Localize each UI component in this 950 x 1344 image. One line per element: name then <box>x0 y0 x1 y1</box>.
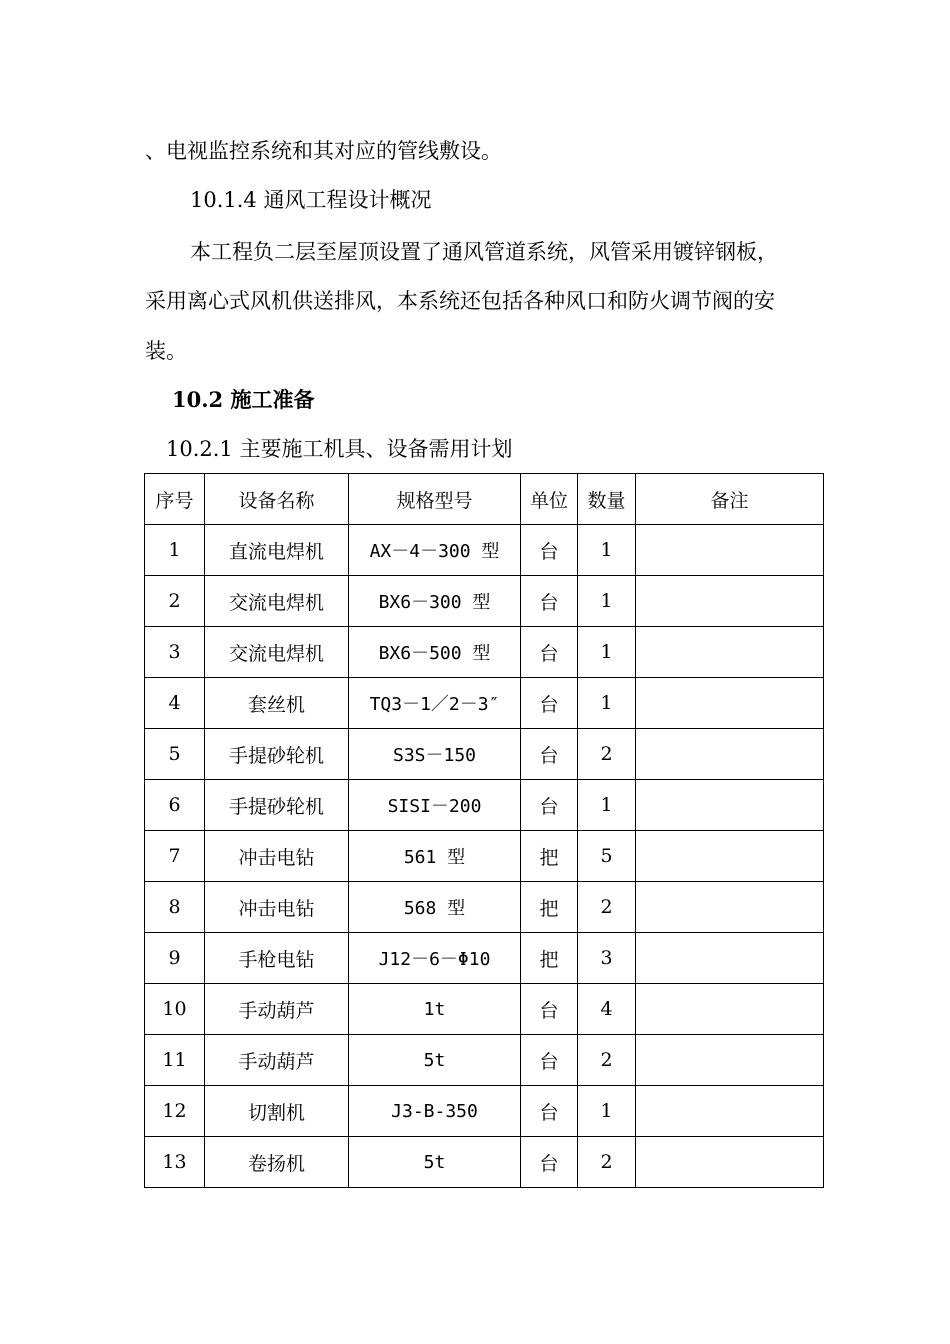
cell-remarks <box>636 882 824 933</box>
cell-remarks <box>636 1086 824 1137</box>
cell-model: BX6－500 型 <box>349 627 521 678</box>
table-row <box>145 525 824 576</box>
cell-quantity: 1 <box>578 576 636 627</box>
cell-quantity: 2 <box>578 1035 636 1086</box>
subsection-heading-10-1-4: 10.1.4 通风工程设计概况 <box>190 188 432 212</box>
cell-model: 1t <box>349 984 521 1035</box>
cell-unit: 把 <box>521 882 578 933</box>
cell-unit: 台 <box>521 984 578 1035</box>
cell-quantity: 3 <box>578 933 636 984</box>
cell-index: 6 <box>145 780 205 831</box>
cell-unit: 台 <box>521 729 578 780</box>
header-index: 序号 <box>145 474 205 525</box>
table-row <box>145 1086 824 1137</box>
cell-quantity: 5 <box>578 831 636 882</box>
cell-remarks <box>636 678 824 729</box>
cell-model: 5t <box>349 1035 521 1086</box>
table-row <box>145 678 824 729</box>
table-row <box>145 780 824 831</box>
cell-quantity: 1 <box>578 627 636 678</box>
paragraph-line: 采用离心式风机供送排风，本系统还包括各种风口和防火调节阀的安 <box>145 289 775 313</box>
cell-equipment-name: 冲击电钻 <box>205 831 349 882</box>
cell-unit: 台 <box>521 678 578 729</box>
cell-equipment-name: 手动葫芦 <box>205 984 349 1035</box>
cell-index: 7 <box>145 831 205 882</box>
cell-model: BX6－300 型 <box>349 576 521 627</box>
cell-unit: 台 <box>521 1035 578 1086</box>
cell-model: J3-B-350 <box>349 1086 521 1137</box>
table-row <box>145 831 824 882</box>
cell-index: 4 <box>145 678 205 729</box>
paragraph-line: 、电视监控系统和其对应的管线敷设。 <box>145 139 502 163</box>
cell-quantity: 1 <box>578 525 636 576</box>
cell-index: 11 <box>145 1035 205 1086</box>
table-header-row <box>145 474 824 525</box>
cell-quantity: 2 <box>578 1137 636 1188</box>
cell-quantity: 1 <box>578 780 636 831</box>
cell-equipment-name: 手提砂轮机 <box>205 780 349 831</box>
cell-remarks <box>636 1137 824 1188</box>
cell-unit: 台 <box>521 525 578 576</box>
paragraph-line: 装。 <box>145 339 187 363</box>
header-quantity: 数量 <box>578 474 636 525</box>
subsection-heading-10-2-1: 10.2.1 主要施工机具、设备需用计划 <box>166 437 513 461</box>
cell-remarks <box>636 729 824 780</box>
cell-model: AX－4－300 型 <box>349 525 521 576</box>
cell-quantity: 1 <box>578 678 636 729</box>
cell-remarks <box>636 780 824 831</box>
cell-unit: 台 <box>521 627 578 678</box>
cell-index: 5 <box>145 729 205 780</box>
section-heading-10-2: 10.2 施工准备 <box>172 387 315 412</box>
cell-equipment-name: 手提砂轮机 <box>205 729 349 780</box>
cell-index: 3 <box>145 627 205 678</box>
cell-index: 13 <box>145 1137 205 1188</box>
table-row <box>145 933 824 984</box>
table-row <box>145 729 824 780</box>
cell-equipment-name: 手动葫芦 <box>205 1035 349 1086</box>
cell-equipment-name: 直流电焊机 <box>205 525 349 576</box>
cell-equipment-name: 卷扬机 <box>205 1137 349 1188</box>
cell-unit: 台 <box>521 576 578 627</box>
cell-index: 1 <box>145 525 205 576</box>
equipment-table <box>144 473 824 1188</box>
cell-index: 2 <box>145 576 205 627</box>
cell-model: 561 型 <box>349 831 521 882</box>
header-unit: 单位 <box>521 474 578 525</box>
cell-equipment-name: 冲击电钻 <box>205 882 349 933</box>
table-row <box>145 576 824 627</box>
cell-equipment-name: 交流电焊机 <box>205 627 349 678</box>
header-equipment-name: 设备名称 <box>205 474 349 525</box>
cell-quantity: 4 <box>578 984 636 1035</box>
cell-unit: 把 <box>521 831 578 882</box>
cell-index: 9 <box>145 933 205 984</box>
cell-model: TQ3－1／2－3″ <box>349 678 521 729</box>
cell-remarks <box>636 627 824 678</box>
paragraph-line: 本工程负二层至屋顶设置了通风管道系统，风管采用镀锌钢板， <box>190 240 778 264</box>
cell-model: SISI－200 <box>349 780 521 831</box>
cell-unit: 台 <box>521 1086 578 1137</box>
cell-model: 5t <box>349 1137 521 1188</box>
cell-equipment-name: 切割机 <box>205 1086 349 1137</box>
table-row <box>145 984 824 1035</box>
cell-remarks <box>636 831 824 882</box>
table-row <box>145 1035 824 1086</box>
cell-equipment-name: 交流电焊机 <box>205 576 349 627</box>
header-remarks: 备注 <box>636 474 824 525</box>
cell-remarks <box>636 576 824 627</box>
cell-remarks <box>636 525 824 576</box>
cell-quantity: 2 <box>578 882 636 933</box>
cell-index: 10 <box>145 984 205 1035</box>
cell-quantity: 2 <box>578 729 636 780</box>
cell-remarks <box>636 984 824 1035</box>
cell-equipment-name: 手枪电钻 <box>205 933 349 984</box>
table-row <box>145 627 824 678</box>
cell-index: 8 <box>145 882 205 933</box>
cell-unit: 台 <box>521 1137 578 1188</box>
cell-remarks <box>636 1035 824 1086</box>
cell-equipment-name: 套丝机 <box>205 678 349 729</box>
cell-quantity: 1 <box>578 1086 636 1137</box>
cell-unit: 把 <box>521 933 578 984</box>
header-model: 规格型号 <box>349 474 521 525</box>
cell-unit: 台 <box>521 780 578 831</box>
cell-model: S3S－150 <box>349 729 521 780</box>
table-row <box>145 1137 824 1188</box>
cell-index: 12 <box>145 1086 205 1137</box>
cell-remarks <box>636 933 824 984</box>
table-row <box>145 882 824 933</box>
cell-model: J12－6－Φ10 <box>349 933 521 984</box>
cell-model: 568 型 <box>349 882 521 933</box>
